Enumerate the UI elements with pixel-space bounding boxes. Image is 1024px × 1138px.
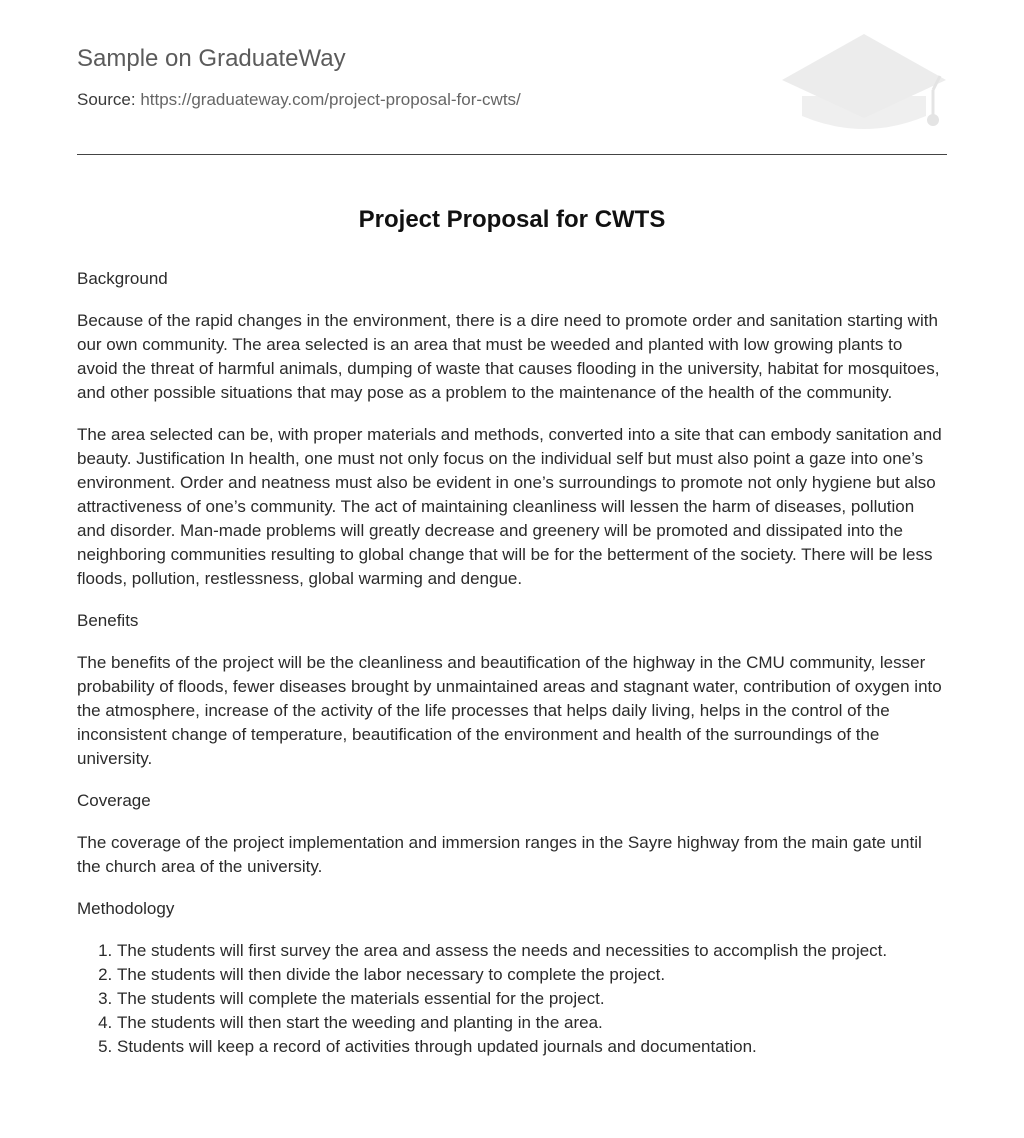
- benefits-paragraph: The benefits of the project will be the cleanliness and beautification of the highway in the CMU community, lesser probability of floods, fewer diseases brought by unmaintained areas and stagnant water, contribution of oxygen into the atmosphere, increase of the activity of the life processes that helps daily living, helps in the control of the inconsistent change of temperature, beautification of the environment and health of the surroundings of the university.: [77, 653, 942, 768]
- graduation-cap-icon: [780, 30, 948, 134]
- methodology-item: 5. Students will keep a record of activities through updated journals and documentation.: [117, 1035, 947, 1059]
- benefits-heading: Benefits: [77, 611, 139, 630]
- source-label: Source:: [77, 90, 136, 109]
- background-heading: Background: [77, 269, 168, 288]
- site-title: Sample on GraduateWay: [77, 45, 346, 72]
- header-divider: [77, 154, 947, 155]
- source-link[interactable]: https://graduateway.com/project-proposal-for-cwts/: [140, 90, 521, 109]
- methodology-item: 3. The students will complete the materials essential for the project.: [117, 987, 947, 1011]
- coverage-heading: Coverage: [77, 791, 151, 810]
- background-paragraph-1: Because of the rapid changes in the environment, there is a dire need to promote order and sanitation starting with our own community. The area selected is an area that must be weeded and planted with low growing plants to avoid the threat of harmful animals, dumping of waste that causes flooding in the university, habitat for mosquitoes, and other possible situations that may pose as a problem to the maintenance of the health of the community.: [77, 311, 940, 402]
- methodology-item: 4. The students will then start the weeding and planting in the area.: [117, 1011, 947, 1035]
- methodology-list: [77, 939, 947, 1059]
- coverage-paragraph: The coverage of the project implementation and immersion ranges in the Sayre highway from the main gate until the church area of the university.: [77, 833, 922, 876]
- document-body: [77, 267, 947, 1059]
- document-title: Project Proposal for CWTS: [358, 206, 666, 233]
- background-paragraph-2: The area selected can be, with proper materials and methods, converted into a site that can embody sanitation and beauty. Justification In health, one must not only focus on the individual self but must also point a gaze into one’s environment. Order and neatness must also be evident in one’s surroundings to promote not only hygiene but also attractiveness of one’s community. The act of maintaining cleanliness will lessen the harm of diseases, pollution and disorder. Man-made problems will greatly decrease and greenery will be promoted and dissipated into the neighboring communities resulting to global change that will be for the betterment of the society. There will be less floods, pollution, restlessness, global warming and dengue.: [77, 425, 942, 588]
- methodology-item: 1. The students will first survey the area and assess the needs and necessities to accomplish the project.: [117, 939, 947, 963]
- methodology-item: 2. The students will then divide the labor necessary to complete the project.: [117, 963, 947, 987]
- methodology-heading: Methodology: [77, 899, 175, 918]
- source-line: [77, 89, 521, 111]
